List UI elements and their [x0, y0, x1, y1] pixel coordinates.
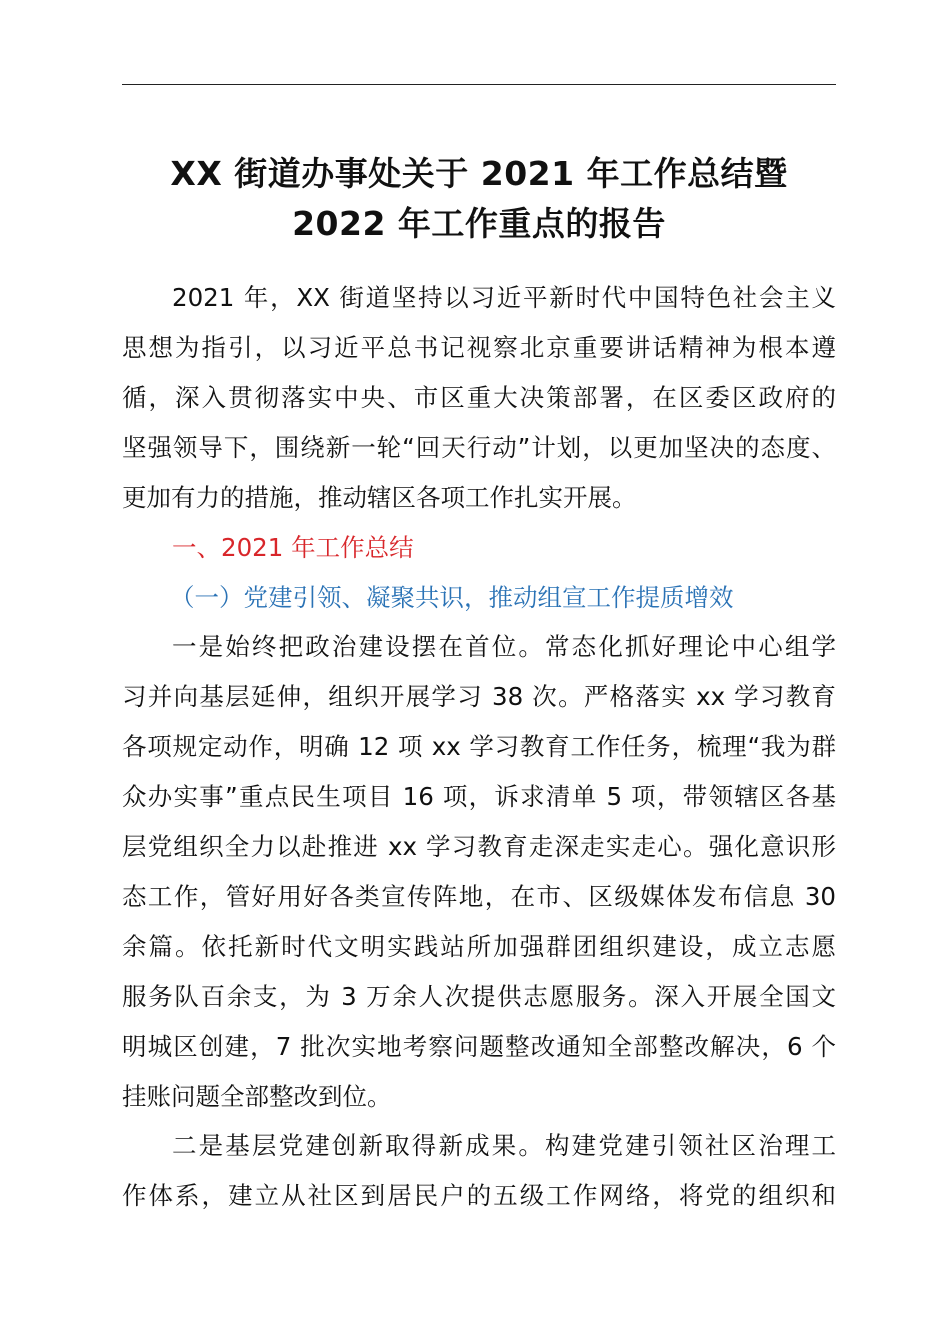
header-rule	[122, 84, 836, 85]
report-title-line-2: 2022 年工作重点的报告	[292, 204, 666, 243]
intro-line: 2021 年，XX 街道坚持以习近平新时代中国特色社会主义	[172, 283, 836, 312]
paragraph-line: 态工作，管好用好各类宣传阵地，在市、区级媒体发布信息 30	[122, 882, 836, 911]
paragraph-line: 余篇。依托新时代文明实践站所加强群团组织建设，成立志愿	[122, 932, 836, 961]
paragraph-line: 各项规定动作，明确 12 项 xx 学习教育工作任务，梳理“我为群	[122, 732, 836, 761]
section-heading: 一、2021 年工作总结	[172, 533, 414, 562]
intro-line: 思想为指引，以习近平总书记视察北京重要讲话精神为根本遵	[122, 333, 836, 362]
report-title-line-1: XX 街道办事处关于 2021 年工作总结暨	[170, 154, 788, 193]
paragraph-line: 二是基层党建创新取得新成果。构建党建引领社区治理工	[172, 1131, 836, 1160]
intro-line: 坚强领导下，围绕新一轮“回天行动”计划，以更加坚决的态度、	[122, 433, 836, 462]
paragraph-line: 明城区创建，7 批次实地考察问题整改通知全部整改解决，6 个	[122, 1032, 836, 1061]
intro-line: 更加有力的措施，推动辖区各项工作扎实开展。	[122, 483, 637, 512]
paragraph-line: 层党组织全力以赴推进 xx 学习教育走深走实走心。强化意识形	[122, 832, 836, 861]
intro-line: 循，深入贯彻落实中央、市区重大决策部署，在区委区政府的	[122, 383, 836, 412]
paragraph-line: 作体系，建立从社区到居民户的五级工作网络，将党的组织和	[122, 1181, 836, 1210]
subsection-heading: （一）党建引领、凝聚共识，推动组宣工作提质增效	[170, 583, 734, 612]
paragraph-line: 一是始终把政治建设摆在首位。常态化抓好理论中心组学	[172, 632, 836, 661]
paragraph-line: 众办实事”重点民生项目 16 项，诉求清单 5 项，带领辖区各基	[122, 782, 836, 811]
paragraph-line: 习并向基层延伸，组织开展学习 38 次。严格落实 xx 学习教育	[122, 682, 836, 711]
paragraph-line: 服务队百余支，为 3 万余人次提供志愿服务。深入开展全国文	[122, 982, 836, 1011]
paragraph-line: 挂账问题全部整改到位。	[122, 1082, 392, 1111]
